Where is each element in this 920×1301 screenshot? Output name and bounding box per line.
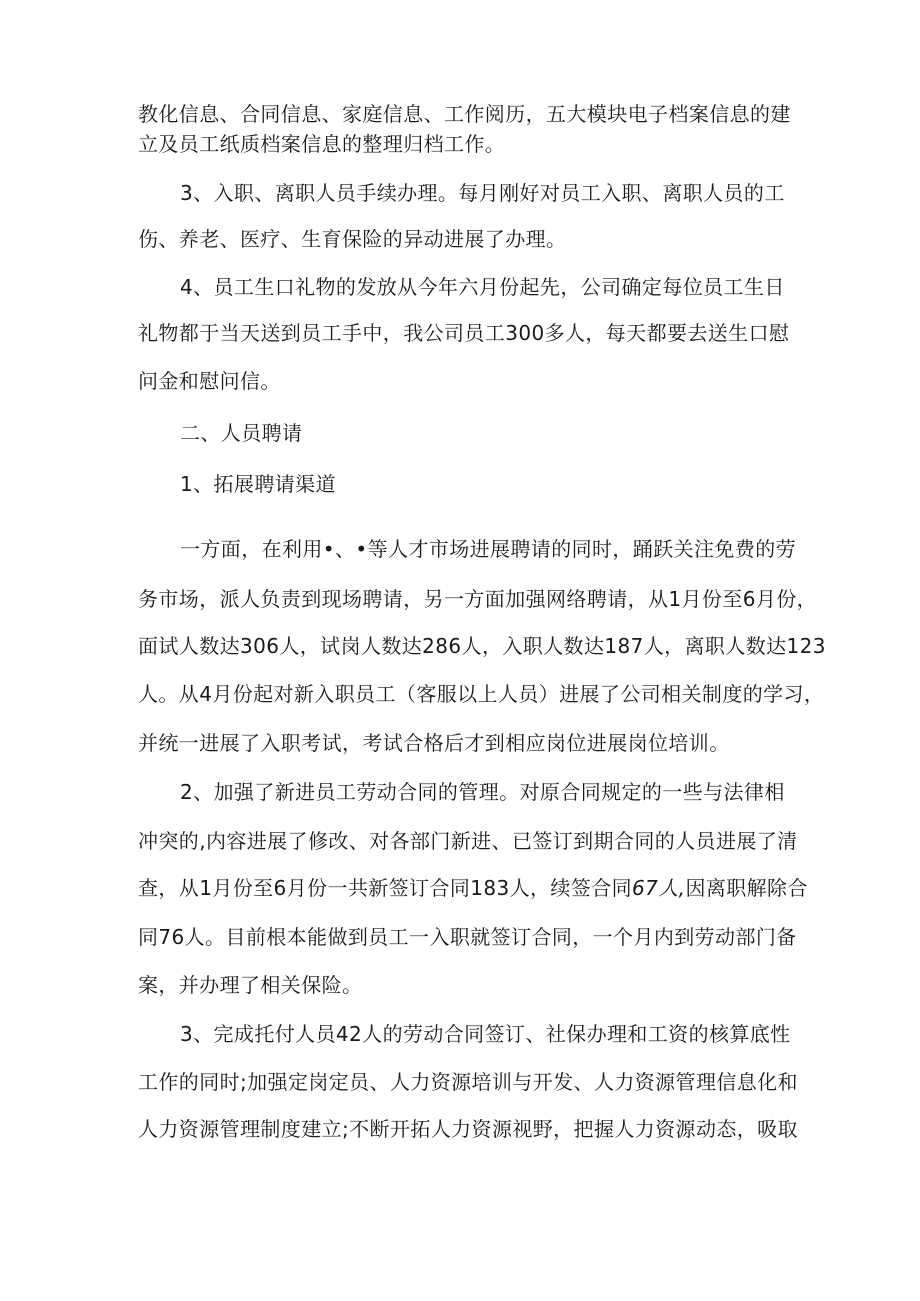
paragraph-line: 一方面，在利用•、•等人才市场进展聘请的同时，踊跃关注免费的劳	[180, 537, 796, 561]
paragraph-line: 工作的同时;加强定岗定员、人力资源培训与开发、人力资源管理信息化和	[138, 1070, 798, 1094]
paragraph-line: 务市场，派人负责到现场聘请，另一方面加强网络聘请，从1月份至6月份，	[138, 587, 818, 611]
paragraph-line: 并统一进展了入职考试，考试合格后才到相应岗位进展岗位培训。	[138, 731, 730, 755]
paragraph-line: 冲突的,内容进展了修改、对各部门新进、已签订到期合同的人员进展了清	[138, 829, 798, 853]
paragraph-line: 问金和慰问信。	[138, 369, 281, 393]
text-run: 因离职解除合	[685, 876, 808, 900]
paragraph-line: 人。从4月份起对新入职员工（客服以上人员）进展了公司相关制度的学习，	[138, 682, 825, 706]
paragraph-line: 3、入职、离职人员手续办理。每月刚好对员工入职、离职人员的工	[180, 181, 785, 205]
text-run: 查，从1月份至6月份一共新签订合同183人，续签合同	[138, 876, 633, 900]
paragraph-line: 立及员工纸质档案信息的整理归档工作。	[138, 132, 506, 156]
paragraph-line	[138, 875, 808, 901]
italic-text-run: 67人,	[632, 876, 686, 900]
paragraph-line: 同76人。目前根本能做到员工一入职就签订合同，一个月内到劳动部门备	[138, 925, 797, 949]
subsection-heading: 1、拓展聘请渠道	[180, 472, 336, 496]
paragraph-line: 人力资源管理制度建立;不断开拓人力资源视野，把握人力资源动态，吸取	[138, 1117, 798, 1141]
paragraph-line: 面试人数达306人，试岗人数达286人，入职人数达187人，离职人数达123	[138, 634, 826, 658]
paragraph-line: 教化信息、合同信息、家庭信息、工作阅历，五大模块电子档案信息的建	[138, 102, 791, 126]
section-heading: 二、人员聘请	[180, 421, 303, 445]
paragraph-line: 案，并办理了相关保险。	[138, 973, 363, 997]
paragraph-line: 4、员工生口礼物的发放从今年六月份起先，公司确定每位员工生日	[180, 275, 785, 299]
paragraph-line: 伤、养老、医疗、生育保险的异动进展了办理。	[138, 227, 567, 251]
paragraph-line: 礼物都于当天送到员工手中，我公司员工300多人，每天都要去送生口慰	[138, 321, 790, 345]
paragraph-line: 2、加强了新进员工劳动合同的管理。对原合同规定的一些与法律相	[180, 780, 785, 804]
paragraph-line: 3、完成托付人员42人的劳动合同签订、社保办理和工资的核算底性	[180, 1022, 791, 1046]
